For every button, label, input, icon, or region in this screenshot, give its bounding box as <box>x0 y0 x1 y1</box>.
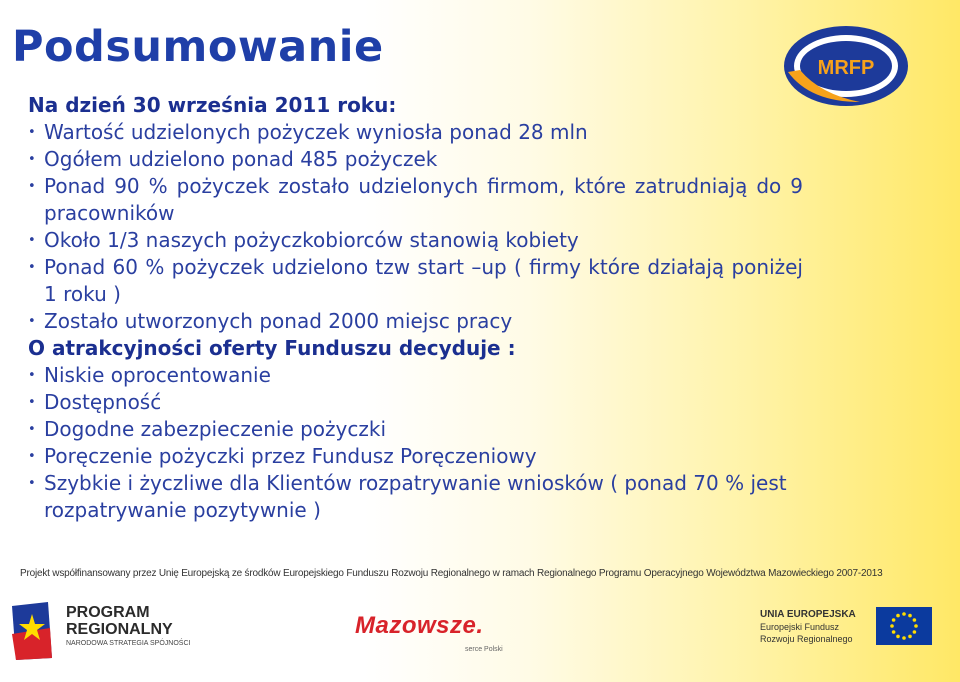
regionalny-label: REGIONALNY <box>66 621 173 638</box>
section-heading-offer: O atrakcyjności oferty Funduszu decyduje : <box>28 336 516 360</box>
slide-content <box>28 92 803 524</box>
footer-cofinancing-text: Projekt współfinansowany przez Unię Europejską ze środków Europejskiego Funduszu Rozwoju Regionalnego w ramach Regionalnego Programu Operacyjnego Województwa Mazowieckiego 2007-2013 <box>20 568 883 579</box>
strategy-label: NARODOWA STRATEGIA SPÓJNOŚCI <box>66 640 191 647</box>
list-item: • Poręczenie pożyczki przez Fundusz Poręczeniowy <box>28 443 803 470</box>
list-item: • Ponad 60 % pożyczek udzielono tzw start –up ( firmy które działają poniżej 1 roku ) <box>28 254 803 308</box>
program-label: PROGRAM <box>66 604 150 621</box>
list-item: • Szybkie i życzliwe dla Klientów rozpatrywanie wniosków ( ponad 70 % jest rozpatrywanie pozytywnie ) <box>28 470 789 524</box>
eu-logo <box>760 605 940 665</box>
program-regionalny-logo <box>8 600 198 664</box>
flag-star-icon <box>8 600 58 662</box>
mrfp-logo-text: MRFP <box>817 57 875 79</box>
eu-flag-icon <box>876 607 932 645</box>
eu-label: UNIA EUROPEJSKA <box>760 609 856 620</box>
list-item: • Niskie oprocentowanie <box>28 362 803 389</box>
list-item: • Wartość udzielonych pożyczek wyniosła ponad 28 mln <box>28 119 803 146</box>
mazowsze-label: Mazowsze. <box>355 612 484 639</box>
slide-title: Podsumowanie <box>12 22 384 72</box>
list-item: • Dostępność <box>28 389 803 416</box>
section-heading-date: Na dzień 30 września 2011 roku: <box>28 93 397 117</box>
list-item: • Około 1/3 naszych pożyczkobiorców stanowią kobiety <box>28 227 803 254</box>
list-item: • Zostało utworzonych ponad 2000 miejsc pracy <box>28 308 803 335</box>
mazowsze-sub-label: serce Polski <box>465 646 503 653</box>
list-item: • Ponad 90 % pożyczek zostało udzielonych firmom, które zatrudniają do 9 pracowników <box>28 173 803 227</box>
list-item: • Dogodne zabezpieczenie pożyczki <box>28 416 803 443</box>
eu-fund-label: Europejski Fundusz <box>760 622 840 632</box>
list-item: • Ogółem udzielono ponad 485 pożyczek <box>28 146 803 173</box>
eu-fund-label-2: Rozwoju Regionalnego <box>760 634 853 644</box>
mazowsze-logo <box>355 612 525 662</box>
